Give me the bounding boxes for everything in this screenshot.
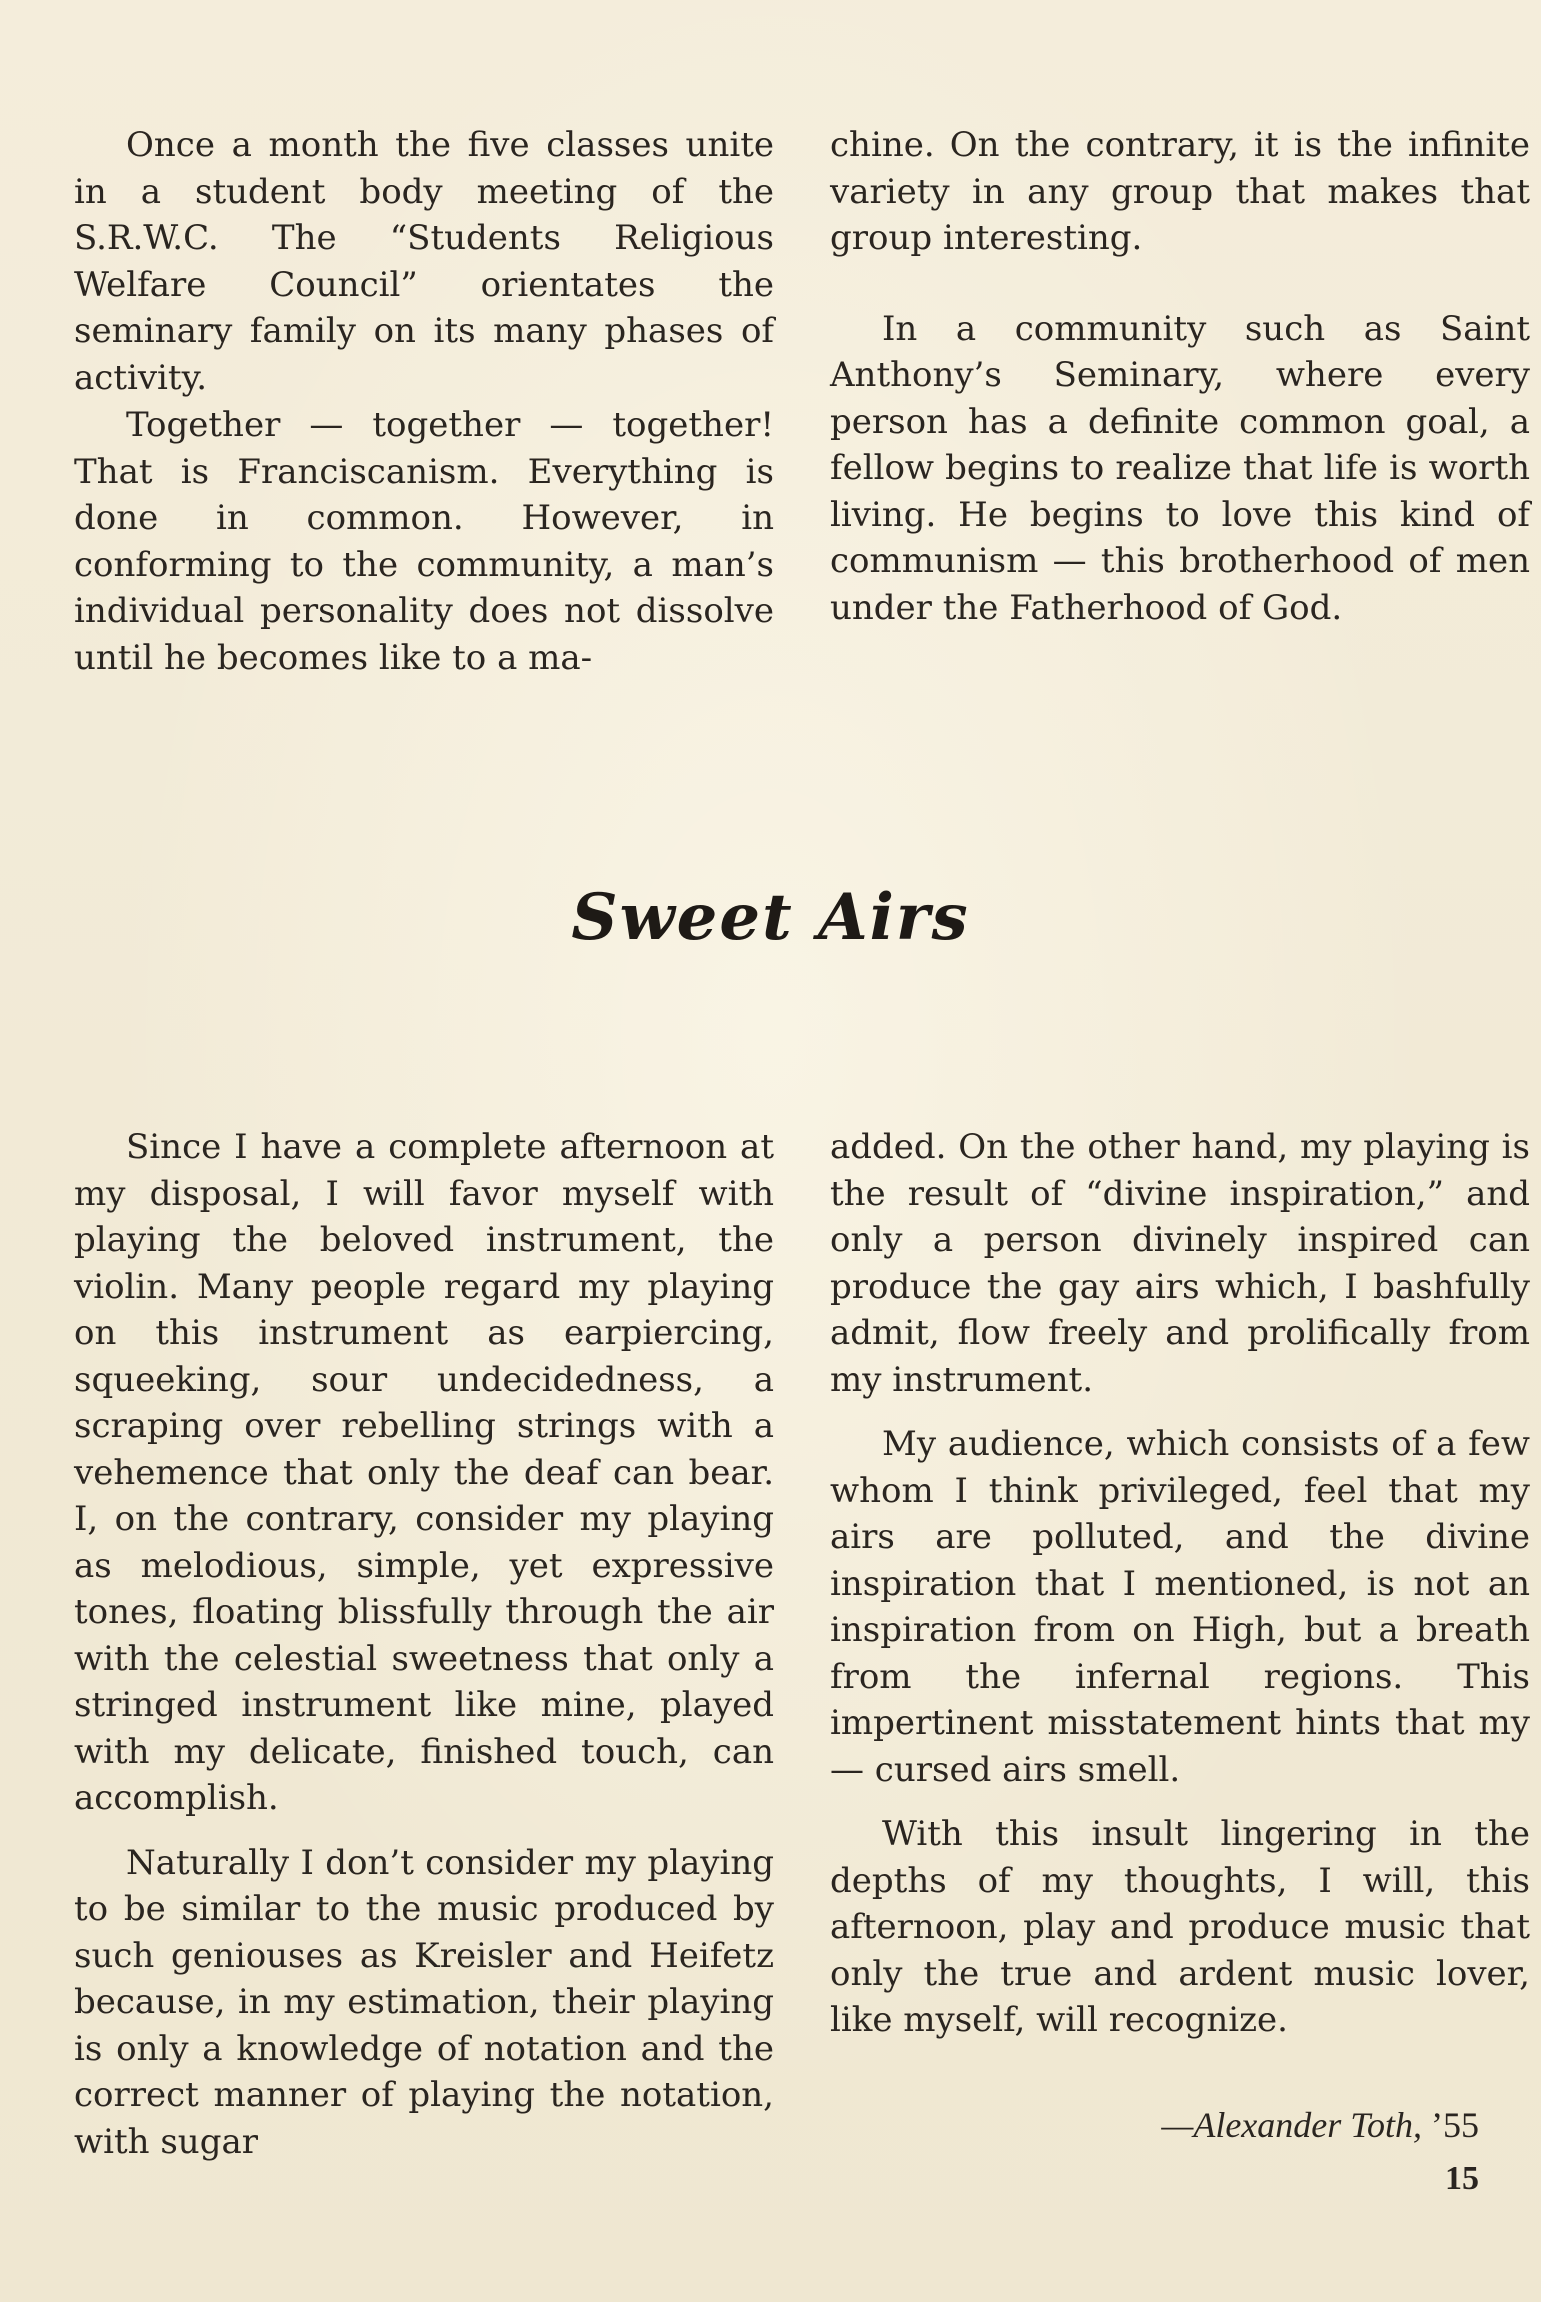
paragraph: With this insult lingering in the depths of my thoughts, I will, this afternoon, play and produce music that only the true and ardent music lover, like myself, will recognize.	[830, 1814, 1530, 2040]
article-left-column	[74, 1124, 774, 2165]
article-title: Sweet Airs	[571, 880, 970, 955]
paragraph-continuation: added. On the other hand, my playing is the result of “divine inspiration,” and only a person divinely inspired can produce the gay airs which, I bashfully admit, flow freely and prolifically from my instrument.	[830, 1127, 1530, 1400]
page-number: 15	[1445, 2160, 1479, 2197]
author-signature	[1161, 2104, 1479, 2146]
class-year: ’55	[1422, 2105, 1479, 2145]
top-right-column	[830, 122, 1530, 631]
author-name: —Alexander Toth,	[1161, 2105, 1422, 2145]
paragraph: Once a month the five classes unite in a student body meeting of the S.R.W.C. The “Students Religious Welfare Council” orientates the seminary family on its many phases of activity.	[74, 125, 774, 398]
paragraph: Together — together — together! That is Franciscanism. Everything is done in common. However, in conforming to the community, a man’s individual personality does not dissolve until he becomes like to a ma-	[74, 405, 774, 678]
top-left-column	[74, 122, 774, 681]
paragraph: My audience, which consists of a few whom I think privileged, feel that my airs are polluted, and the divine inspiration that I mentioned, is not an inspiration from on High, but a breath from the infernal regions. This impertinent misstatement hints that my — cursed airs smell.	[830, 1424, 1530, 1790]
paragraph: Naturally I don’t consider my playing to be similar to the music produced by such geniouses as Kreisler and Heifetz because, in my estimation, their playing is only a knowledge of notation and the correct manner of playing the notation, with sugar	[74, 1842, 774, 2162]
paragraph: Since I have a complete afternoon at my disposal, I will favor myself with playing the beloved instrument, the violin. Many people regard my playing on this instrument as earpiercing, squeeking, sour undecidedness, a scraping over rebelling strings with a vehemence that only the deaf can bear. I, on the contrary, consider my playing as melodious, simple, yet expressive tones, floating blissfully through the air with the celestial sweetness that only a stringed instrument like mine, played with my delicate, finished touch, can accomplish.	[74, 1127, 774, 1818]
paragraph: In a community such as Saint Anthony’s Seminary, where every person has a definite common goal, a fellow begins to realize that life is worth living. He begins to love this kind of communism — this brotherhood of men under the Fatherhood of God.	[830, 308, 1530, 628]
paragraph-continuation: chine. On the contrary, it is the infinite variety in any group that makes that group interesting.	[830, 125, 1530, 258]
article-right-column	[830, 1124, 1530, 2044]
